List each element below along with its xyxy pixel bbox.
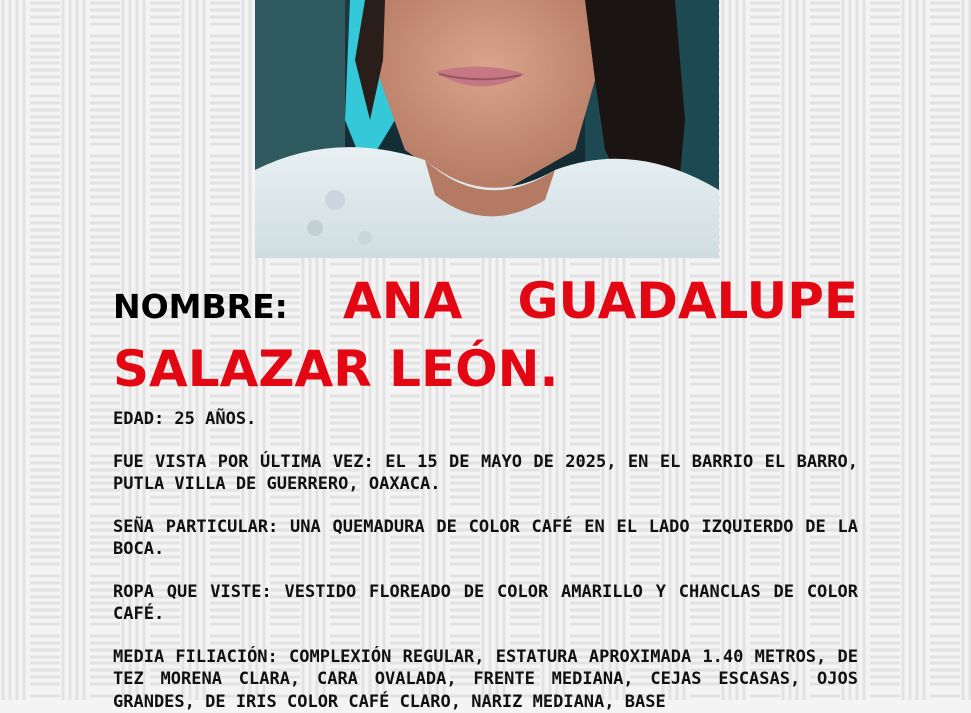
age-text: EDAD: 25 AÑOS. (113, 408, 858, 431)
physical-description-text: MEDIA FILIACIÓN: COMPLEXIÓN REGULAR, ESTATURA APROXIMADA 1.40 METROS, DE TEZ MORENA CLARA, CARA OVALADA, FRENTE MEDIANA, CEJAS ESCASAS, OJOS GRANDES, DE IRIS COLOR CAFÉ CLARO, NARIZ MEDIANA, BASE (113, 646, 858, 713)
name-first: ANA (343, 272, 462, 330)
name-surnames: SALAZAR LEÓN (113, 340, 540, 398)
name-period: . (540, 340, 559, 398)
name-heading (113, 270, 858, 400)
distinguishing-mark-text: SEÑA PARTICULAR: UNA QUEMADURA DE COLOR CAFÉ EN EL LADO IZQUIERDO DE LA BOCA. (113, 516, 858, 561)
last-seen-text: FUE VISTA POR ÚLTIMA VEZ: EL 15 DE MAYO DE 2025, EN EL BARRIO EL BARRO, PUTLA VILLA DE GUERRERO, OAXACA. (113, 451, 858, 496)
clothing-text: ROPA QUE VISTE: VESTIDO FLOREADO DE COLOR AMARILLO Y CHANCLAS DE COLOR CAFÉ. (113, 581, 858, 626)
missing-person-info (113, 270, 858, 713)
name-label: NOMBRE: (113, 287, 288, 326)
person-photo (255, 0, 719, 258)
name-middle: GUADALUPE (518, 272, 858, 330)
